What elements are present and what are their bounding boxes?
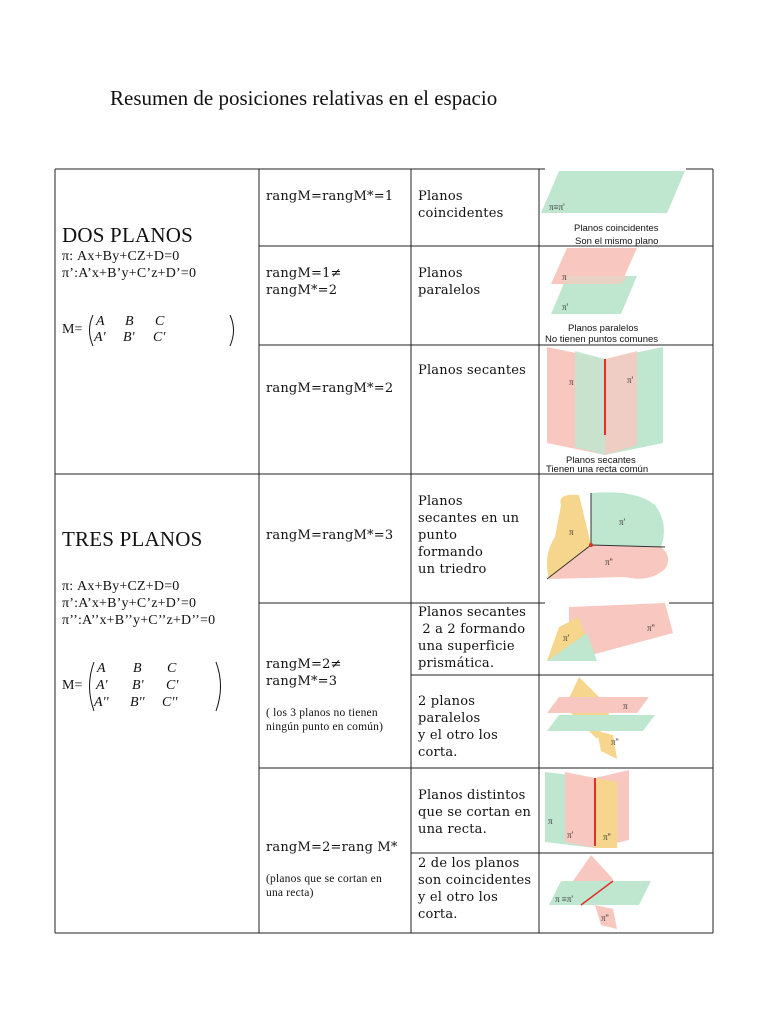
diagram-caption: Son el mismo plano [575,236,659,247]
position-cell-r2: Planos paralelos [418,266,481,298]
rank-cell-r5: rangM=2≠ rangM*=3 [266,657,342,689]
plane-label: π'' [647,623,655,633]
dos-eq-pi-prime: π’:A’x+B’y+C’z+D’=0 [62,266,197,281]
plane-label: π'' [603,832,611,842]
dos-eq-pi: π: Ax+By+CZ+D=0 [62,249,180,264]
tres-eq-pi-prime: π’:A’x+B’y+C’z+D’=0 [62,596,197,611]
plane-label: π [562,272,567,282]
tres-eq-pi: π: Ax+By+CZ+D=0 [62,579,180,594]
position-cell-r4: Planos secantes en un punto formando un triedro [418,494,520,577]
matrix-cell: C' [153,330,166,345]
matrix-cell: C [155,314,165,329]
plane-label: π'' [605,557,613,567]
parallel-planes-diagram [539,246,713,346]
prismatic-diagram [539,603,713,675]
matrix-cell: C [167,661,177,676]
two-parallel-one-cuts-diagram [539,675,713,768]
coincident-and-cutting-diagram [539,853,713,933]
matrix-cell: A [96,314,105,329]
plane-label: π' [562,302,569,312]
matrix-cell: B' [132,678,144,693]
secant-planes-diagram [539,345,713,475]
rank-cell-r4: rangM=rangM*=3 [266,528,394,543]
matrix-cell: A' [96,678,108,693]
matrix-cell: C' [166,678,179,693]
matrix-cell: B'' [130,695,145,710]
matrix-cell: B' [123,330,135,345]
plane-label: π [569,527,574,537]
matrix-prefix: M= [62,678,83,693]
trihedral-diagram [539,475,713,603]
tres-eq-pi-2prime: π’’:A’’x+B’’y+C’’z+D’’=0 [62,613,216,628]
matrix-cell: B [125,314,134,329]
diagram-caption: Planos coincidentes [574,223,659,234]
rank-cell-r2: rangM=1≠ rangM*=2 [266,266,342,298]
matrix-prefix: M= [62,322,83,337]
plane-label: π [623,701,628,711]
position-cell-r1: Planos coincidentes [418,189,504,221]
plane-label: π≡π' [549,202,565,212]
matrix-cell: A [97,661,106,676]
rank-cell-r3: rangM=rangM*=2 [266,381,394,396]
plane-label: π'' [601,913,609,923]
diagram-caption: Planos secantes [566,455,636,466]
position-cell-r6b: 2 de los planos son coincidentes y el otro los corta. [418,856,532,922]
coincident-planes-diagram [539,167,713,247]
position-cell-r5b: 2 planos paralelos y el otro los corta. [418,694,498,760]
rank-cell-r1: rangM=rangM*=1 [266,189,394,204]
matrix-cell: A'' [94,695,109,710]
position-cell-r6a: Planos distintos que se cortan en una recta. [418,788,532,837]
plane-label: π' [619,517,626,527]
matrix-cell: A' [94,330,106,345]
plane-label: π'' [611,737,619,747]
page-title: Resumen de posiciones relativas en el espacio [110,86,498,110]
planes-pencil-diagram [539,768,713,853]
plane-label: π [548,816,553,826]
plane-label: π' [567,830,574,840]
plane-label: π ≡π' [555,894,574,904]
rank-cell-r6: rangM=2=rang M* [266,840,398,855]
rank-note-r5: ( los 3 planos no tienen ningún punto en común) [266,707,384,733]
matrix-cell: C'' [162,695,178,710]
position-cell-r3: Planos secantes [418,363,527,378]
rank-note-r6: (planos que se cortan en una recta) [266,873,382,899]
plane-label: π [569,377,574,387]
plane-label: π' [563,633,570,643]
matrix-cell: B [133,661,142,676]
tres-planos-heading: TRES PLANOS [62,527,203,551]
plane-label: π' [627,375,634,385]
diagram-caption: No tienen puntos comunes [545,334,659,345]
dos-planos-heading: DOS PLANOS [62,223,193,247]
position-cell-r5a: Planos secantes 2 a 2 formando una superficie prismática. [418,605,527,671]
diagram-caption: Planos paralelos [568,323,639,334]
diagram-caption: Tienen una recta común [546,464,649,475]
